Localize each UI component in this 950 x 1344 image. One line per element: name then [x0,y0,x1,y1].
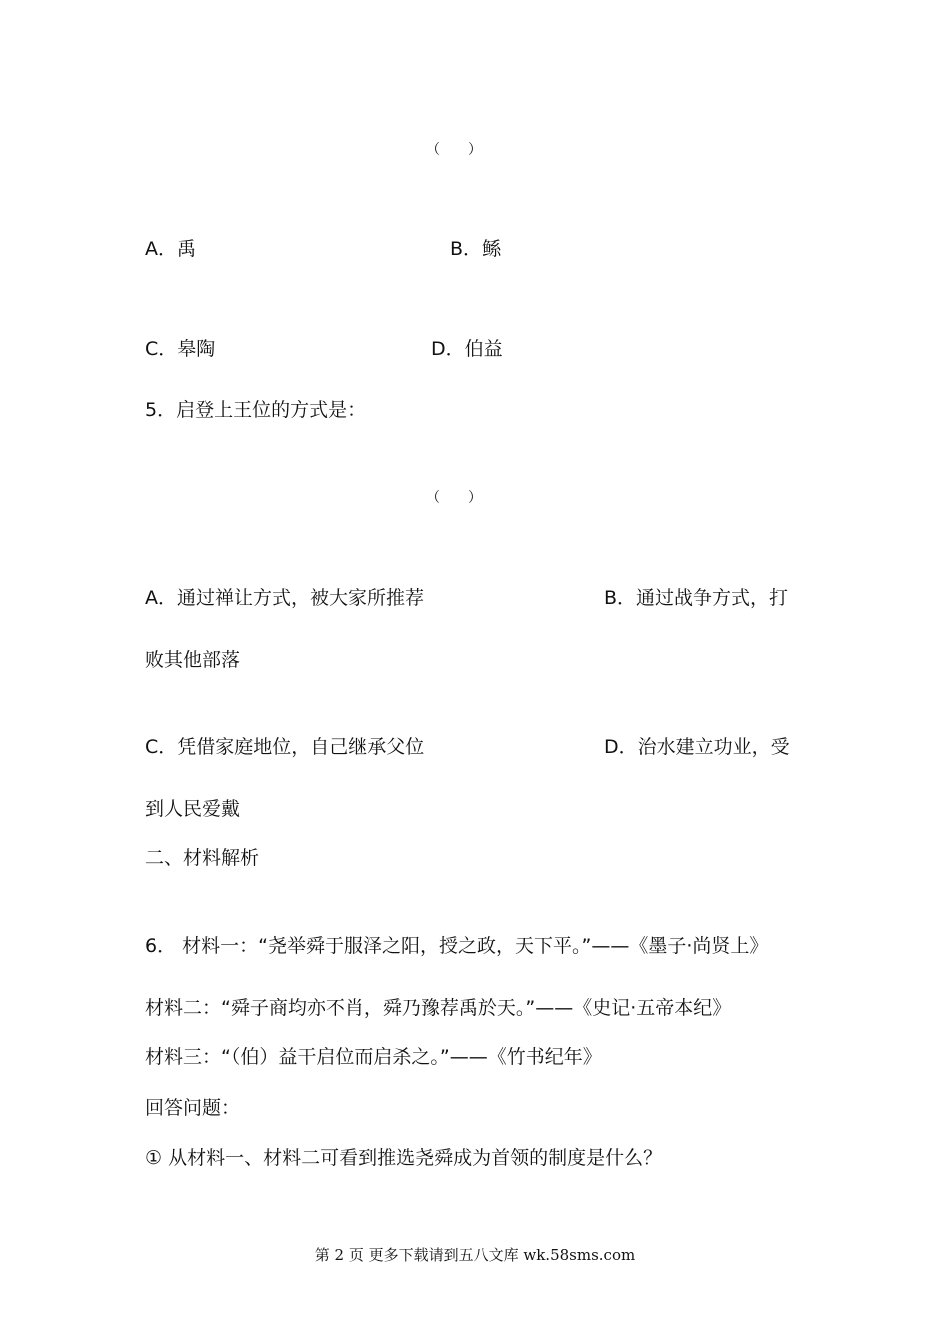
q5-option-d: D．治水建立功业，受 [604,736,790,758]
q6-question-1: ① 从材料一、材料二可看到推选尧舜成为首领的制度是什么？ [145,1147,663,1169]
q4-option-c: C．皋陶 [145,338,216,360]
q4-option-a: A．禹 [145,238,196,260]
q5-option-d-continuation: 到人民爱戴 [145,798,241,820]
answer-parentheses-q5: （ ） [426,490,482,506]
q5-option-c: C．凭借家庭地位，自己继承父位 [145,736,425,758]
q6-prompt: 回答问题： [145,1097,241,1119]
q4-option-d: D．伯益 [431,338,503,360]
q6-material-2: 材料二：“舜子商均亦不肖，舜乃豫荐禹於天。”——《史记·五帝本纪》 [145,997,732,1019]
q4-option-b: B．鲧 [450,238,502,260]
page-footer: 第 2 页 更多下载请到五八文库 wk.58sms.com [314,1246,636,1264]
q5-option-b: B．通过战争方式，打 [604,587,789,609]
section-heading: 二、材料解析 [145,847,260,869]
answer-parentheses-q4: （ ） [426,142,482,158]
q5-stem: 5．启登上王位的方式是： [145,399,367,421]
q6-material-1: 6． 材料一：“尧举舜于服泽之阳，授之政，天下平。”——《墨子·尚贤上》 [145,935,769,957]
q6-material-3: 材料三：“（伯）益干启位而启杀之。”——《竹书纪年》 [145,1046,602,1068]
q5-option-a: A．通过禅让方式，被大家所推荐 [145,587,424,609]
q5-option-b-continuation: 败其他部落 [145,649,241,671]
